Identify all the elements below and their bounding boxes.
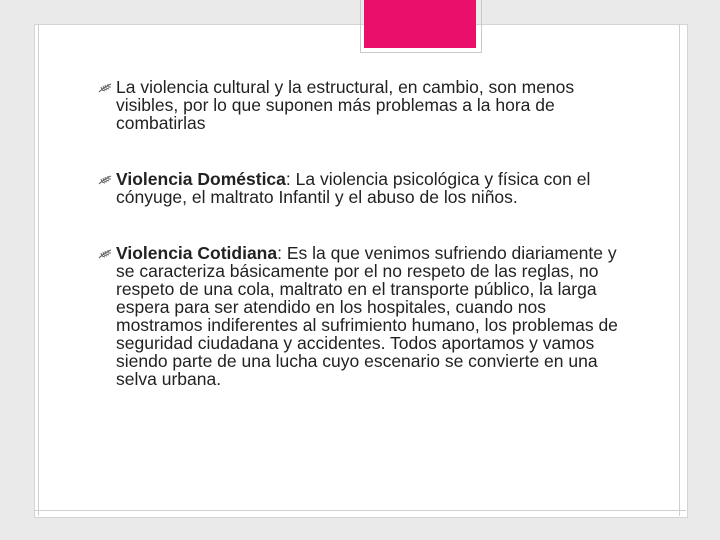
feather-bullet-icon xyxy=(98,175,112,185)
bullet-text: : Es la que venimos sufriendo diariamente y se caracteriza básicamente por el no respeto de las reglas, no respeto de una cola, maltrato en el transporte público, la larga espera para ser atendido en los hospitales, cuando nos mostramos indiferentes al sufrimiento humano, los problemas de seguridad ciudadana y accidentes. Todos aportamos y vamos siendo parte de una lucha cuyo escenario se convierte en una selva urbana. xyxy=(116,243,618,389)
bullet-item-cultural xyxy=(96,78,626,132)
bullet-text: La violencia cultural y la estructural, en cambio, son menos visibles, por lo que suponen más problemas a la hora de combatirlas xyxy=(116,77,575,133)
accent-block xyxy=(364,0,476,48)
slide-content xyxy=(96,78,626,426)
frame-line-left xyxy=(38,24,39,516)
bullet-term: Violencia Doméstica xyxy=(116,169,286,189)
feather-bullet-icon xyxy=(98,83,112,93)
bullet-item-cotidiana xyxy=(96,244,626,388)
bullet-text: : La violencia psicológica y física con el cónyuge, el maltrato Infantil y el abuso de los niños. xyxy=(116,169,591,207)
bullet-term: Violencia Cotidiana xyxy=(116,243,278,263)
feather-bullet-icon xyxy=(98,249,112,259)
bullet-item-domestica xyxy=(96,170,626,206)
frame-line-right xyxy=(679,24,680,516)
frame-line-bottom xyxy=(34,510,686,511)
